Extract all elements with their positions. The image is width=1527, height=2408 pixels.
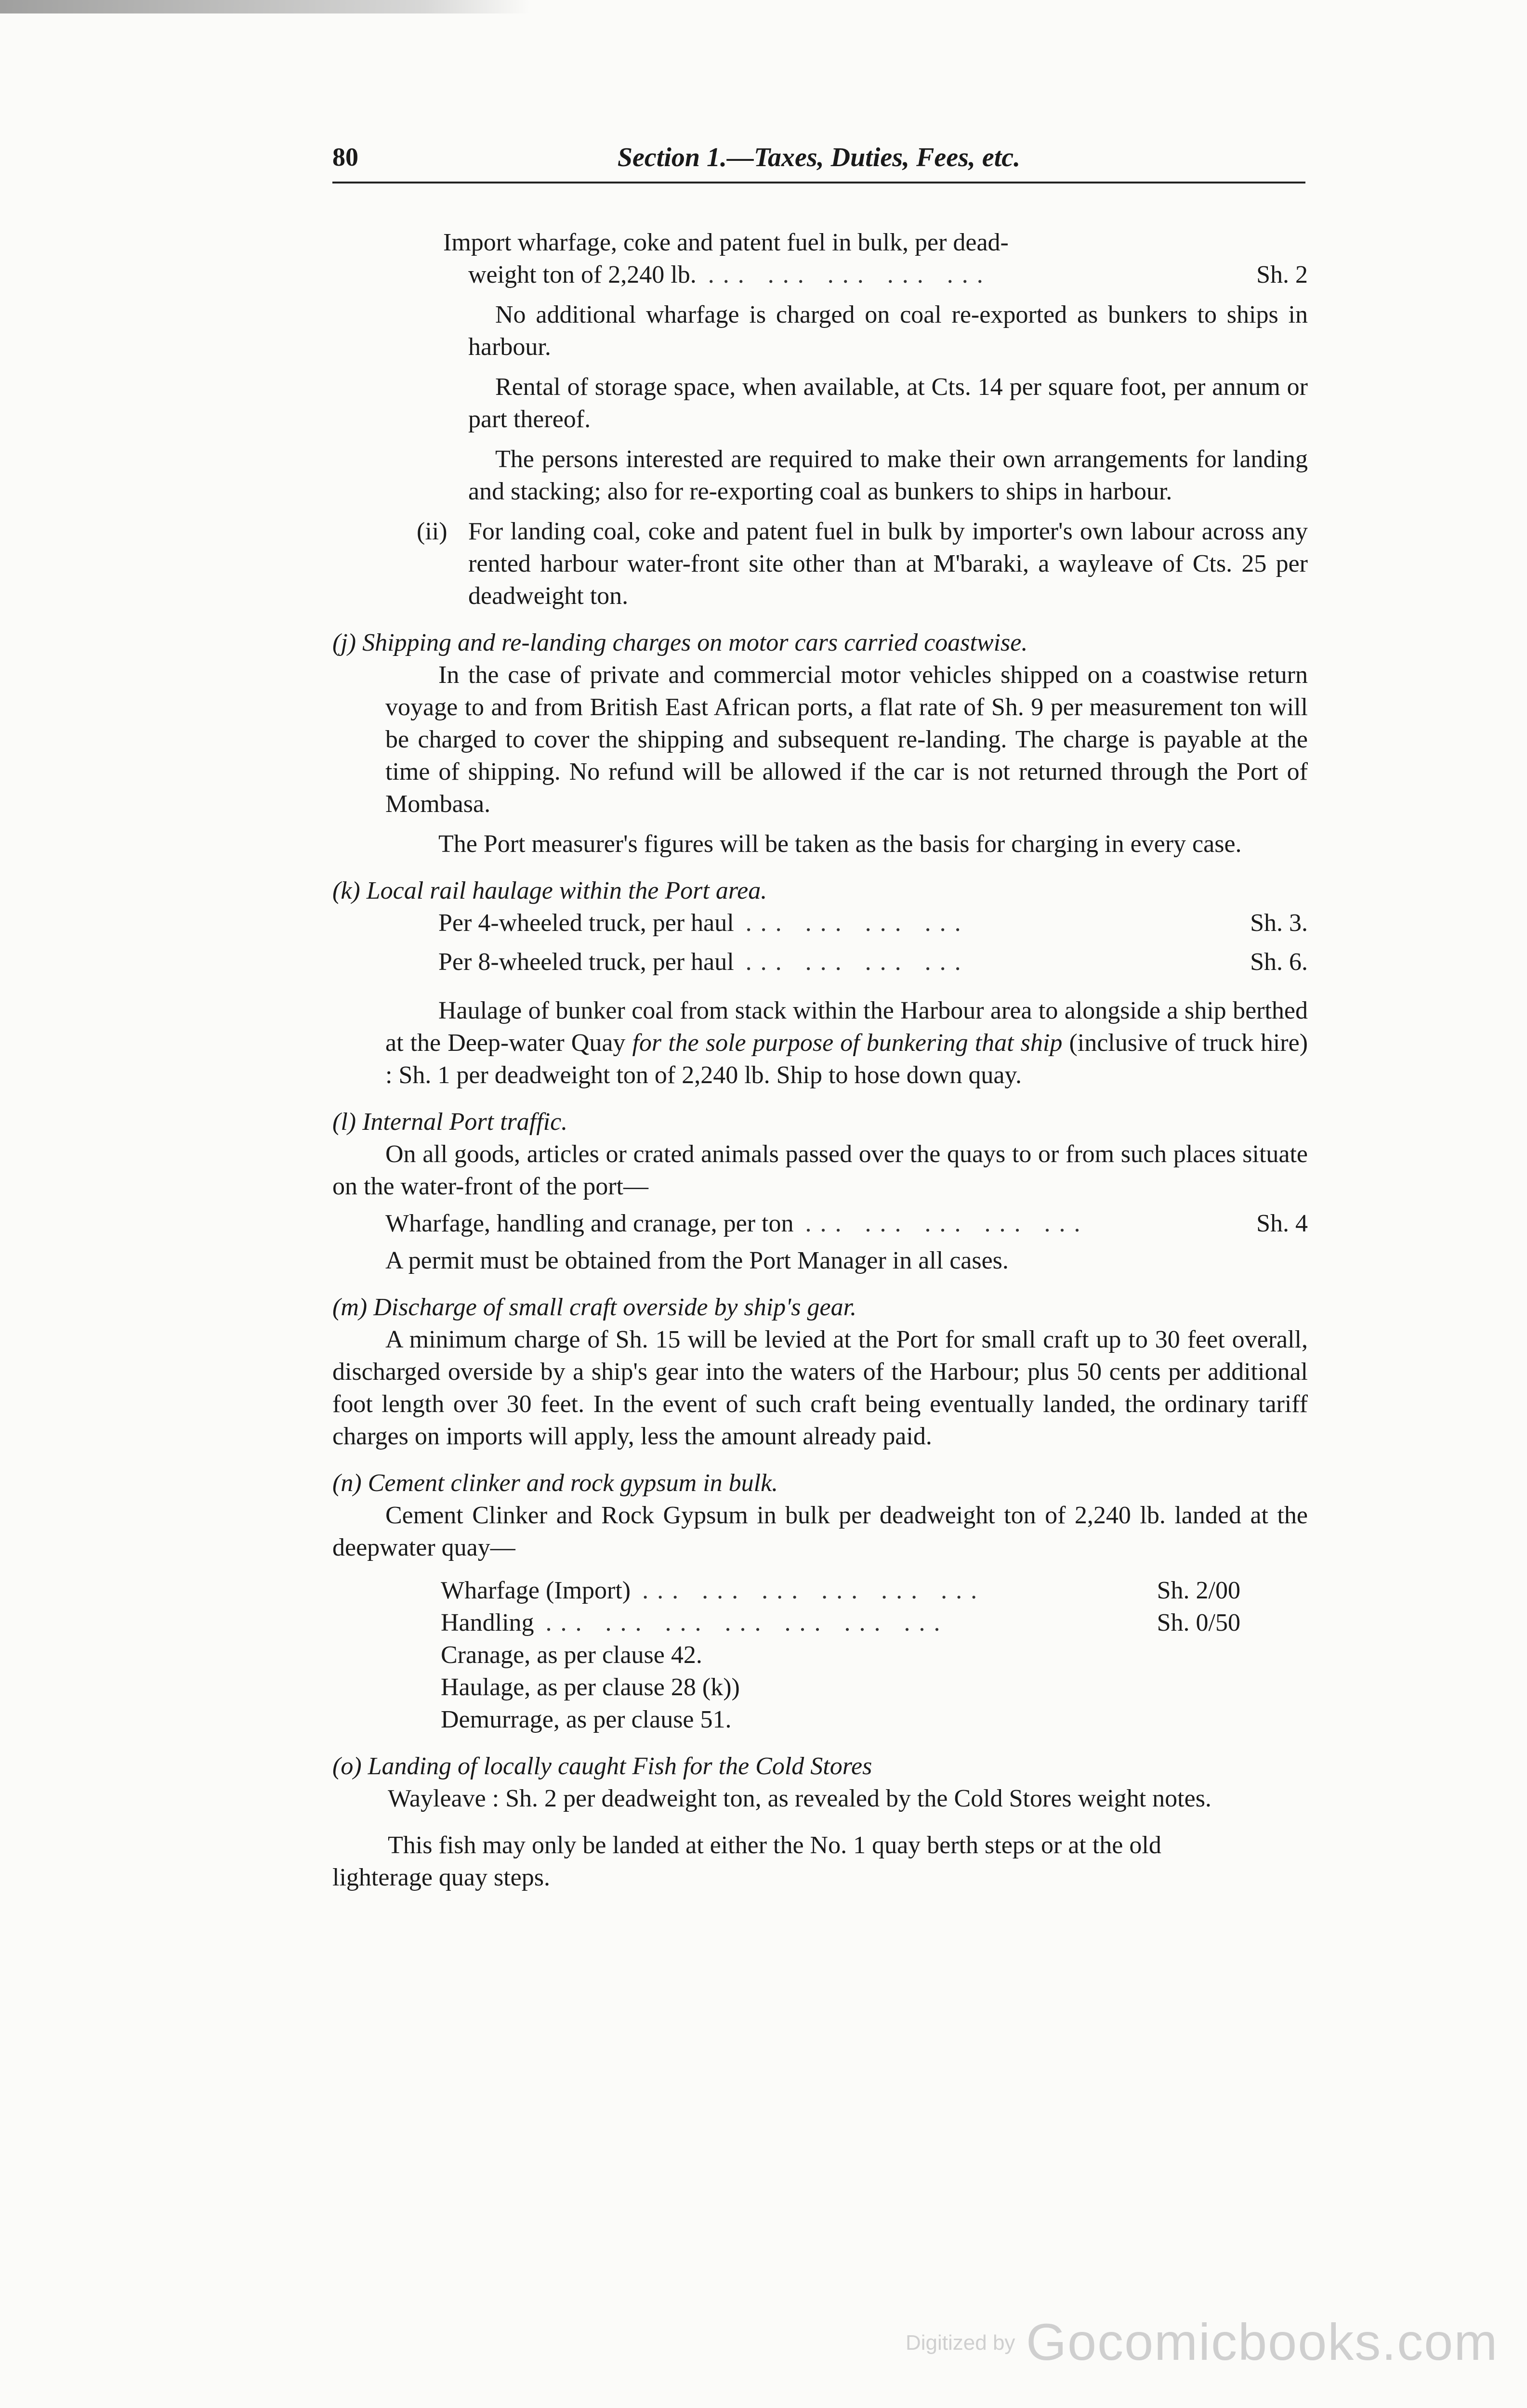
section-k-para (385, 995, 1308, 1091)
leader-dots: ... ... ... ... ... (708, 261, 992, 288)
section-o-para1: Wayleave : Sh. 2 per deadweight ton, as revealed by the Cold Stores weight notes. (388, 1785, 1211, 1812)
import-wharfage-block (332, 226, 1308, 291)
section-l-para1: On all goods, articles or crated animals passed over the quays to or from such places situate on the water-front of the port— (332, 1140, 1308, 1200)
section-k-heading (332, 875, 1308, 907)
section-l-heading (332, 1106, 1308, 1138)
leader-dots: ... ... ... ... (745, 948, 970, 976)
section-l-para2: A permit must be obtained from the Port Manager in all cases. (385, 1247, 1009, 1274)
rate-row-label: Per 8-wheeled truck, per haul (438, 948, 734, 976)
section-l-row-amount: Sh. 4 (1256, 1210, 1308, 1237)
section-j-heading (332, 627, 1308, 659)
scan-edge-artifact (0, 0, 530, 13)
leader-dots: ... ... ... ... (745, 909, 970, 937)
section-k-para-italic: for the sole purpose of bunkering that ship (632, 1029, 1063, 1057)
section-l-row-label: Wharfage, handling and cranage, per ton (385, 1210, 794, 1237)
section-n-line: Demurrage, as per clause 51. (441, 1706, 732, 1733)
section-l-title: Internal Port traffic. (362, 1108, 568, 1136)
section-j-num: (j) (332, 629, 356, 656)
header-rule (332, 182, 1305, 183)
import-wharfage-row (443, 259, 1308, 291)
import-wharfage-line1: Import wharfage, coke and patent fuel in bulk, per dead- (443, 229, 1009, 256)
section-j-para1: In the case of private and commercial motor vehicles shipped on a coastwise return voyage to and from British East African ports, a flat rate of Sh. 9 per measurement ton will be charged to cover the shipping and subsequent re-landing. The charge is payable at the time of shipping. No refund will be allowed if the car is not returned through the Port of Mombasa. (385, 661, 1308, 818)
leader-dots: ... ... ... ... ... (805, 1210, 1089, 1237)
section-k-title: Local rail haulage within the Port area. (366, 877, 767, 904)
rental-storage: Rental of storage space, when available, at Cts. 14 per square foot, per annum or part thereof. (468, 373, 1308, 433)
section-k-rows (438, 907, 1308, 978)
leader-dots: ... ... ... ... ... ... ... (545, 1609, 949, 1636)
section-m-title: Discharge of small craft overside by ship's gear. (373, 1294, 857, 1321)
section-k-para-a: Haulage of bunker coal from stack within the Harbour area to alongside a ship berthed at the Deep-water Quay (385, 997, 1308, 1057)
section-n-num: (n) (332, 1469, 362, 1497)
section-n-para: Cement Clinker and Rock Gypsum in bulk per deadweight ton of 2,240 lb. landed at the deepwater quay— (332, 1502, 1308, 1561)
section-o-title: Landing of locally caught Fish for the Cold Stores (368, 1753, 872, 1780)
clause-ii-num: (ii) (417, 518, 448, 545)
watermark-logo: Gocomicbooks.com (1026, 2313, 1499, 2371)
page-header (332, 137, 1305, 181)
section-j-para2: The Port measurer's figures will be taken as the basis for charging in every case. (438, 830, 1242, 858)
section-k-num: (k) (332, 877, 360, 904)
rate-row-amount: Sh. 2/00 (1157, 1577, 1240, 1604)
section-n-line: Haulage, as per clause 28 (k)) (441, 1674, 740, 1701)
digitized-watermark (906, 2312, 1508, 2371)
clause-ii-text: For landing coal, coke and patent fuel in bulk by importer's own labour across any rented harbour water-front site other than at M'baraki, a wayleave of Cts. 25 per deadweight ton. (468, 518, 1308, 610)
rate-row-amount: Sh. 3. (1250, 909, 1308, 937)
rate-row (438, 907, 1308, 939)
rate-row-label: Wharfage (Import) (441, 1577, 631, 1604)
section-l-num: (l) (332, 1108, 356, 1136)
section-k-para-c: (inclusive of truck hire) : Sh. 1 per deadweight ton of 2,240 lb. Ship to hose down quay. (385, 1029, 1308, 1089)
import-wharfage-label: weight ton of 2,240 lb. (468, 261, 697, 288)
no-additional-wharfage: No additional wharfage is charged on coal re-exported as bunkers to ships in harbour. (468, 301, 1308, 361)
persons-interested: The persons interested are required to make their own arrangements for landing and stacking; also for re-exporting coal as bunkers to ships in harbour. (468, 445, 1308, 505)
rate-row (441, 1607, 1240, 1639)
rate-row (438, 946, 1308, 978)
section-o-para2: This fish may only be landed at either the No. 1 quay berth steps or at the old lighterage quay steps. (332, 1832, 1161, 1891)
running-title: Section 1.—Taxes, Duties, Fees, etc. (617, 143, 1021, 172)
rate-row-amount: Sh. 0/50 (1157, 1609, 1240, 1636)
rate-row (441, 1574, 1240, 1607)
digitized-by-text: Digitized by (906, 2331, 1015, 2355)
leader-dots: ... ... ... ... ... ... (642, 1577, 986, 1604)
section-n-line: Cranage, as per clause 42. (441, 1641, 702, 1669)
rate-row-label: Per 4-wheeled truck, per haul (438, 909, 734, 937)
page-body (332, 226, 1308, 1894)
import-wharfage-amount: Sh. 2 (1256, 261, 1308, 288)
section-n-title: Cement clinker and rock gypsum in bulk. (368, 1469, 778, 1497)
section-j-title: Shipping and re-landing charges on motor cars carried coastwise. (362, 629, 1028, 656)
section-l-row (385, 1207, 1308, 1240)
clause-ii (417, 515, 1308, 612)
section-m-para: A minimum charge of Sh. 15 will be levied at the Port for small craft up to 30 feet overall, discharged overside by a ship's gear into the waters of the Harbour; plus 50 cents per additional foot length over 30 feet. In the event of such craft being eventually landed, the ordinary tariff charges on imports will apply, less the amount already paid. (332, 1326, 1308, 1450)
rate-row-amount: Sh. 6. (1250, 948, 1308, 976)
section-o-num: (o) (332, 1753, 362, 1780)
rate-row-label: Handling (441, 1609, 534, 1636)
section-m-heading (332, 1291, 1308, 1323)
section-o-heading (332, 1750, 1308, 1782)
page-number: 80 (332, 143, 358, 171)
section-n-heading (332, 1467, 1308, 1499)
section-n-rows (441, 1574, 1240, 1736)
section-m-num: (m) (332, 1294, 368, 1321)
